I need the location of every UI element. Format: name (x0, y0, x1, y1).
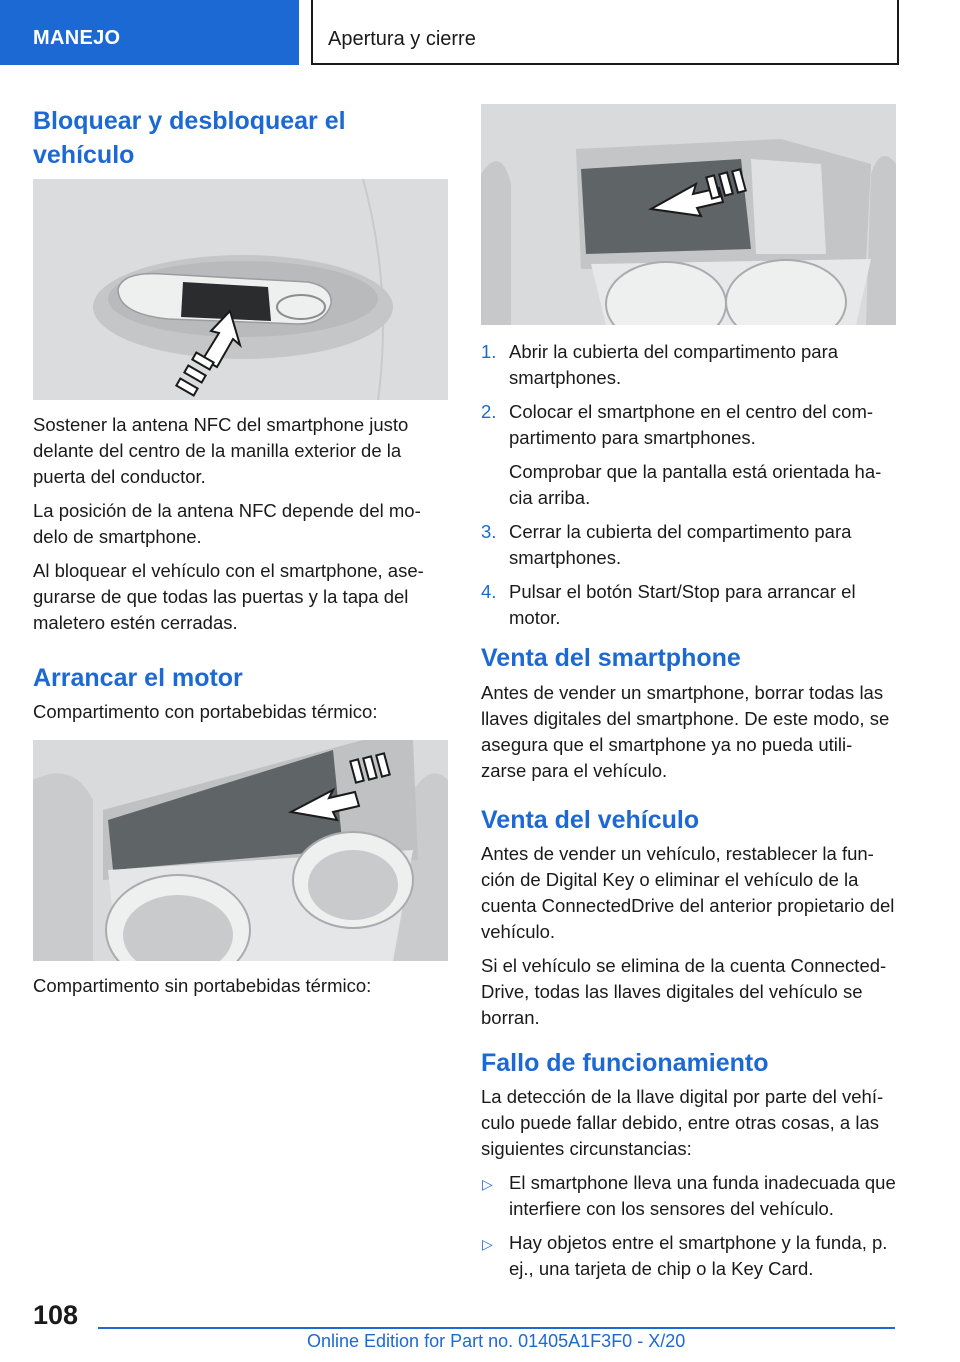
start-steps-list (481, 339, 896, 631)
step-number: 3. (481, 521, 497, 542)
list-item (481, 1170, 896, 1222)
chapter-tab (311, 0, 899, 65)
step-text: Cerrar la cubierta del compartimento para smartphones. (509, 521, 852, 568)
nfc-instruction: Sostener la antena NFC del smartphone justo delante del centro de la manilla exterior de la puerta del conductor. (33, 414, 409, 487)
page-number: 108 (33, 1300, 79, 1330)
bullet-triangle-icon: ▷ (482, 1176, 493, 1192)
thermal-compartment-drawing (33, 740, 448, 961)
heading-sale-smartphone: Venta del smartphone (481, 644, 741, 672)
heading-sale-vehicle: Venta del vehículo (481, 806, 700, 834)
non-thermal-compartment-illustration (481, 104, 896, 325)
step-item (481, 519, 896, 571)
section-label: MANEJO (33, 27, 121, 49)
sale-vehicle-text-1: Antes de vender un vehículo, restablecer la fun‐ción de Digital Key o eliminar el vehículo de la cuenta ConnectedDrive del anterior propietario del vehículo. (481, 843, 895, 942)
non-thermal-compartment-drawing (481, 104, 896, 325)
step-item (481, 579, 896, 631)
malfunction-text: La detección de la llave digital por parte del vehí‐culo puede fallar debido, entre otras cosas, a las siguientes circunstancias: (481, 1086, 884, 1159)
step-text: Abrir la cubierta del compartimento para smartphones. (509, 341, 839, 388)
heading-malfunction: Fallo de funcionamiento (481, 1049, 769, 1077)
nfc-position-note: La posición de la antena NFC depende del mo‐delo de smartphone. (33, 500, 421, 547)
list-item (481, 1230, 896, 1282)
step-text: Colocar el smartphone en el centro del com‐partimento para smartphones. (509, 401, 874, 448)
malfunction-list (481, 1170, 896, 1282)
step-item (481, 399, 896, 511)
step-subtext: Comprobar que la pantalla está orientada ha‐cia arriba. (509, 461, 882, 508)
caption-non-thermal: Compartimento sin portabebidas térmico: (33, 975, 372, 996)
heading-start-engine: Arrancar el motor (33, 664, 243, 692)
lock-doors-note: Al bloquear el vehículo con el smartphone, ase‐gurarse de que todas las puertas y la tapa del maletero estén cerradas. (33, 560, 424, 633)
list-item-text: Hay objetos entre el smartphone y la funda, p. ej., una tarjeta de chip o la Key Card. (509, 1232, 888, 1279)
section-tab (0, 0, 299, 65)
sale-vehicle-text-2: Si el vehículo se elimina de la cuenta Connected‐Drive, todas las llaves digitales del vehículo se borran. (481, 955, 887, 1028)
step-number: 2. (481, 401, 497, 422)
step-number: 4. (481, 581, 497, 602)
sale-smartphone-text: Antes de vender un smartphone, borrar todas las llaves digitales del smartphone. De este modo, se asegura que el smartphone ya no pueda utili‐zarse para el vehículo. (481, 682, 890, 781)
step-text: Pulsar el botón Start/Stop para arrancar el motor. (509, 581, 856, 628)
door-handle-illustration (33, 179, 448, 400)
caption-thermal: Compartimento con portabebidas térmico: (33, 701, 378, 722)
heading-lock-unlock: Bloquear y desbloquear el vehículo (33, 107, 346, 169)
step-number: 1. (481, 341, 497, 362)
bullet-triangle-icon: ▷ (482, 1236, 493, 1252)
chapter-label: Apertura y cierre (328, 28, 476, 50)
thermal-compartment-illustration (33, 740, 448, 961)
footer-edition: Online Edition for Part no. 01405A1F3F0 - X/20 (307, 1331, 686, 1351)
door-handle-drawing (33, 179, 448, 400)
step-item (481, 339, 896, 391)
list-item-text: El smartphone lleva una funda inadecuada que interfiere con los sensores del vehículo. (509, 1172, 896, 1219)
footer-divider (98, 1327, 895, 1329)
